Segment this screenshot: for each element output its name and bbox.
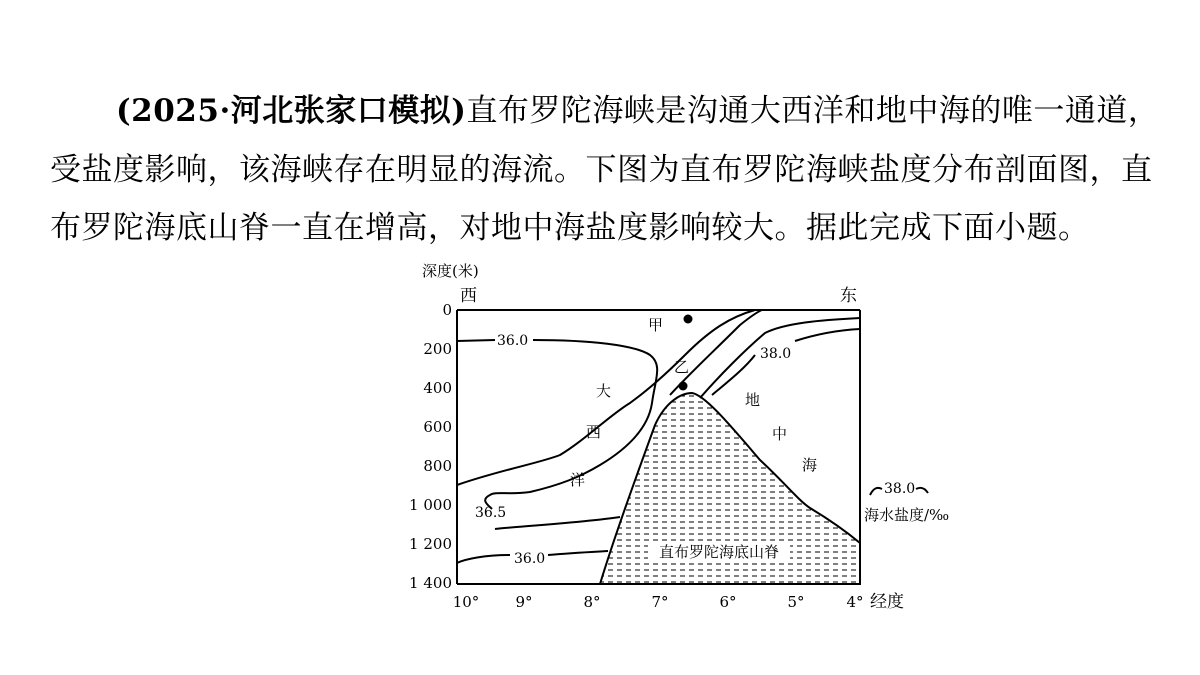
legend-line-left xyxy=(870,488,882,495)
x-tick-6: 6° xyxy=(719,593,737,611)
x-tick-10: 10° xyxy=(452,593,480,611)
y-tick-labels xyxy=(409,301,452,592)
mediterranean-char-2: 中 xyxy=(772,425,788,443)
isoline-label-38-0: 38.0 xyxy=(760,346,792,362)
diagram-svg xyxy=(400,255,1000,620)
atlantic-char-3: 洋 xyxy=(570,471,586,489)
isoline-36-0-loop xyxy=(457,340,657,509)
point-jia-marker xyxy=(684,315,693,324)
x-tick-5: 5° xyxy=(787,593,805,611)
y-tick-600: 600 xyxy=(423,418,452,436)
west-label: 西 xyxy=(460,286,477,306)
y-tick-1400: 1 400 xyxy=(409,574,452,592)
isoline-36-5 xyxy=(495,517,620,529)
isoline-label-36-0-bottom: 36.0 xyxy=(514,551,546,567)
atlantic-char-2: 西 xyxy=(586,423,602,441)
x-tick-9: 9° xyxy=(515,593,533,611)
legend-value: 38.0 xyxy=(884,481,916,497)
x-tick-labels xyxy=(453,593,864,611)
mediterranean-char-3: 海 xyxy=(802,456,818,474)
point-yi-marker xyxy=(679,382,688,391)
legend-line-right xyxy=(916,488,928,493)
point-yi-label: 乙 xyxy=(674,358,690,376)
isoline-label-36-5: 36.5 xyxy=(475,505,507,521)
x-tick-8: 8° xyxy=(583,593,601,611)
mediterranean-char-1: 地 xyxy=(745,391,761,409)
question-text xyxy=(50,82,1165,258)
isoline-label-36-0-top: 36.0 xyxy=(497,333,529,349)
x-tick-4: 4° xyxy=(846,593,864,611)
y-tick-0: 0 xyxy=(442,301,452,319)
x-tick-7: 7° xyxy=(651,593,669,611)
y-axis-title: 深度(米) xyxy=(422,262,479,280)
y-tick-1000: 1 000 xyxy=(409,496,452,514)
y-tick-1200: 1 200 xyxy=(409,535,452,553)
east-label: 东 xyxy=(840,286,857,306)
x-axis-title: 经度 xyxy=(870,592,904,612)
ridge-label: 直布罗陀海底山脊 xyxy=(658,543,780,561)
question-body: 直布罗陀海峡是沟通大西洋和地中海的唯一通道，受盐度影响，该海峡存在明显的海流。下图为直布罗陀海峡盐度分布剖面图，直布罗陀海底山脊一直在增高，对地中海盐度影响较大。据此完成下面小题。 xyxy=(50,93,1160,246)
y-tick-800: 800 xyxy=(423,457,452,475)
salinity-profile-diagram xyxy=(400,255,1000,620)
question-source: (2025·河北张家口模拟) xyxy=(116,93,467,129)
y-tick-200: 200 xyxy=(423,340,452,358)
point-jia-label: 甲 xyxy=(648,316,664,334)
y-tick-400: 400 xyxy=(423,379,452,397)
atlantic-char-1: 大 xyxy=(596,382,612,400)
legend-label: 海水盐度/‰ xyxy=(864,506,950,524)
